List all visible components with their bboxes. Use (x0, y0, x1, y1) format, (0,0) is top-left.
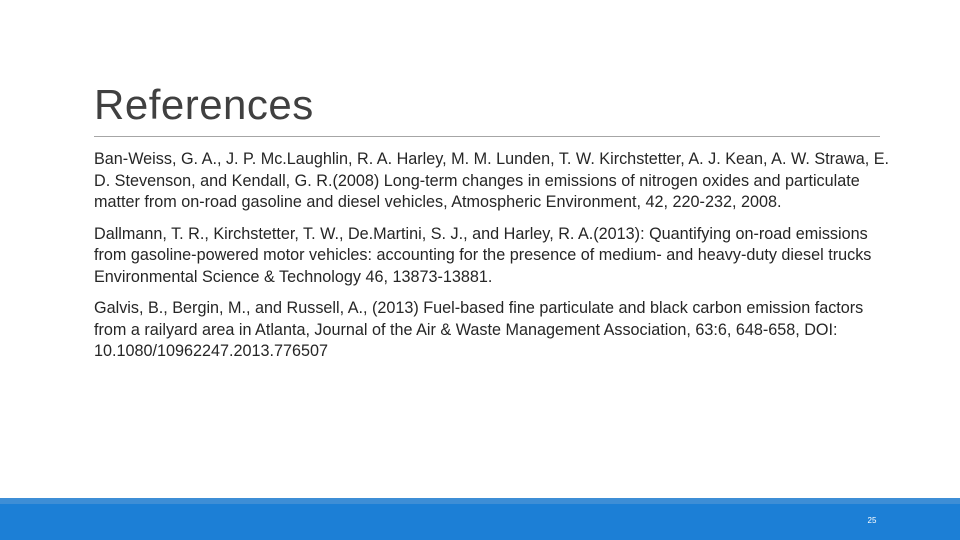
reference-item: Ban-Weiss, G. A., J. P. Mc.Laughlin, R. A. Harley, M. M. Lunden, T. W. Kirchstetter, A. J. Kean, A. W. Strawa, E. D. Stevenson, and Kendall, G. R.(2008) Long-term changes in emissions of nitrogen oxides and particulate matter from on-road gasoline and diesel vehicles, Atmospheric Environment, 42, 220-232, 2008. (94, 150, 890, 211)
page-number: 25 (867, 516, 877, 525)
footer-band (0, 504, 960, 540)
reference-item: Dallmann, T. R., Kirchstetter, T. W., De.Martini, S. J., and Harley, R. A.(2013): Quantifying on-road emissions from gasoline-powered motor vehicles: accounting for the presence of medium- and heavy-duty diesel trucks Environmental Science & Technology 46, 13873-13881. (94, 224, 872, 286)
slide-title: References (94, 81, 314, 128)
reference-item: Galvis, B., Bergin, M., and Russell, A., (2013) Fuel-based fine particulate and black carbon emission factors from a railyard area in Atlanta, Journal of the Air & Waste Management Association, 63:6, 648-658, DOI: 10.1080/10962247.2013.776507 (94, 299, 864, 360)
footer-bar (0, 498, 960, 540)
title-divider (94, 136, 880, 137)
references-list (94, 149, 894, 373)
